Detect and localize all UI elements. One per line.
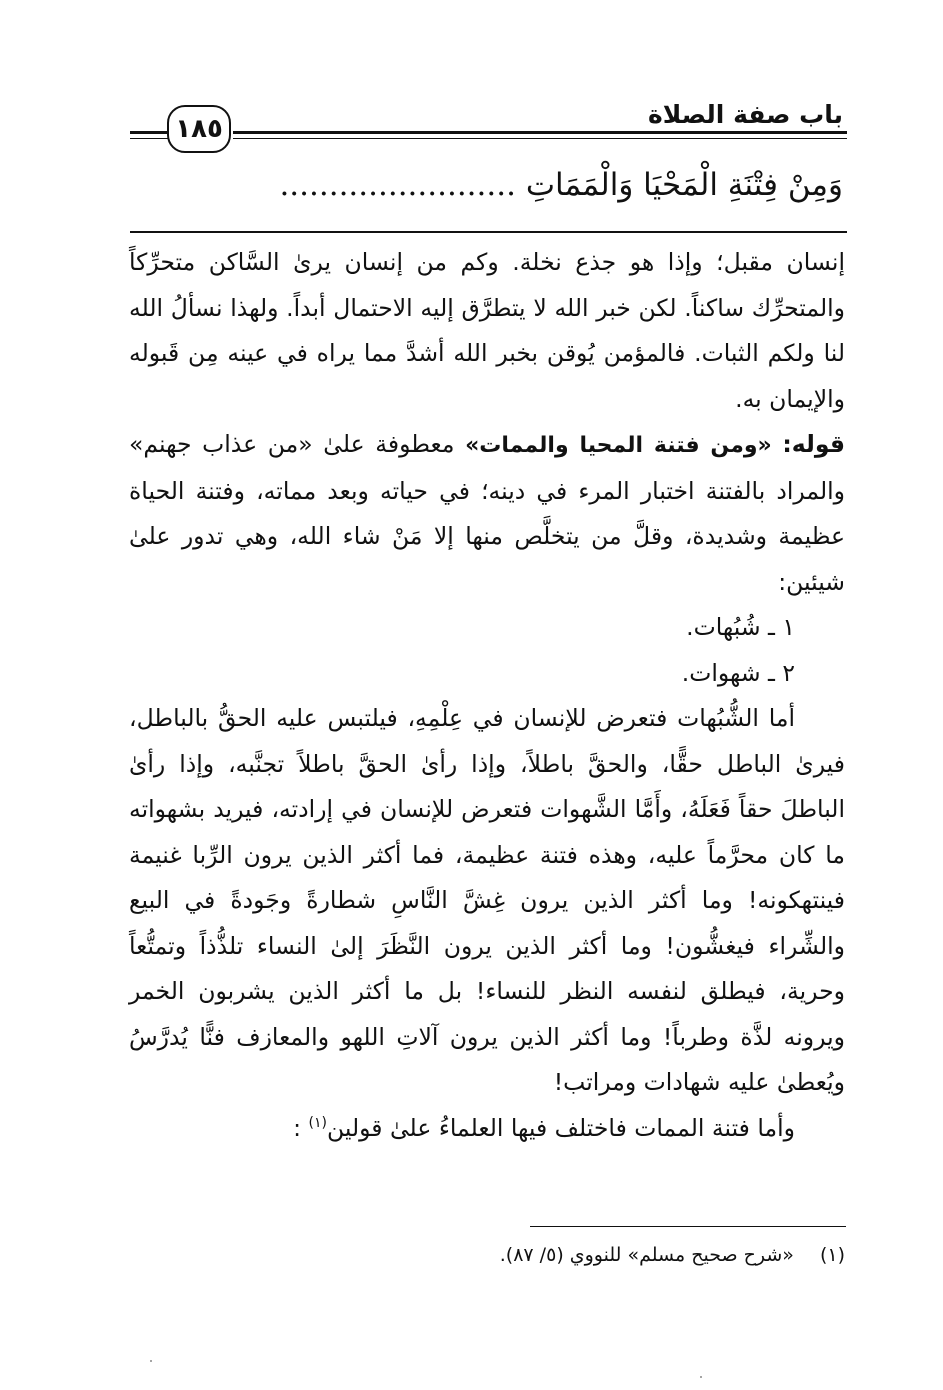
paragraph-4-text: وأما فتنة الممات فاختلف فيها العلماءُ علىٰ قولين xyxy=(326,1113,795,1142)
footnote-divider xyxy=(530,1226,846,1227)
quoted-phrase: «ومن فتنة المحيا والممات» xyxy=(465,433,772,458)
header-rule-thin-left xyxy=(130,138,168,139)
scan-speck xyxy=(150,1360,152,1362)
hadith-excerpt-text: وَمِنْ فِتْنَةِ الْمَحْيَا وَالْمَمَاتِ xyxy=(525,167,843,203)
footnote-number: (١) xyxy=(819,1244,845,1266)
paragraph-2-text: معطوفة علىٰ «من عذاب جهنم» والمراد بالفتنة اختبار المرء في دينه؛ في حياته وبعد مماته، وفتنة الحياة عظيمة وشديدة، وقلَّ من يتخلَّص منها إلا مَنْ شاء الله، وهي تدور علىٰ شيئين: xyxy=(129,430,845,596)
hadith-excerpt-dots: ........................ xyxy=(279,167,516,203)
hadith-excerpt xyxy=(123,160,843,210)
footnote-text: «شرح صحيح مسلم» للنووي (٥/ ٨٧). xyxy=(499,1244,794,1266)
paragraph-2 xyxy=(129,422,845,605)
commentary-keyword: قوله: xyxy=(782,430,845,458)
list-item-1: ١ ـ شُبُهات. xyxy=(686,613,795,641)
footnote xyxy=(129,1240,845,1270)
scan-speck xyxy=(700,1376,702,1378)
excerpt-divider xyxy=(130,231,847,233)
list-item-2: ٢ ـ شهوات. xyxy=(681,658,795,687)
header-rule-thick-right xyxy=(233,131,847,134)
header-rule-thick-left xyxy=(130,131,168,134)
body-text xyxy=(129,240,845,1151)
page-number: ١٨٥ xyxy=(167,105,231,153)
running-title: باب صفة الصلاة xyxy=(648,100,843,129)
paragraph-3: أما الشُّبُهات فتعرض للإنسان في عِلْمِهِ، فيلتبس عليه الحقُّ بالباطل، فيرىٰ الباطل حقًّا، والحقَّ باطلاً، وإذا رأىٰ الحقَّ باطلاً تجنَّبه، وإذا رأىٰ الباطلَ حقاً فَعَلَهُ، وأَمَّا الشَّهوات فتعرض للإنسان في إرادته، فيريد بشهواته ما كان محرَّماً عليه، وهذه فتنة عظيمة، فما أكثر الذين يرون الرِّبا غنيمة فينتهكونه! وما أكثر الذين يرون غِشَّ النَّاسِ شطارةً وجَودةً في البيع والشِّراء فيغشُّون! وما أكثر الذين يرون النَّظَرَ إلىٰ النساء تلذُّذاً وتمتُّعاً وحرية، فيطلق لنفسه النظر للنساء! بل ما أكثر الذين يشربون الخمر ويرونه لذَّة وطرباً! وما أكثر الذين يرون آلاتِ اللهو والمعازف فنًّا يُدرَّسُ ويُعطىٰ عليه شهادات ومراتب! xyxy=(129,704,845,1096)
header-rule-thin-right xyxy=(233,138,847,139)
footnote-reference: (١) xyxy=(308,1114,327,1131)
paragraph-4 xyxy=(129,1106,845,1152)
paragraph-1: إنسان مقبل؛ وإذا هو جذع نخلة. وكم من إنسان يرىٰ السَّاكن متحرِّكاً والمتحرِّك ساكناً. لكن خبر الله لا يتطرَّق إليه الاحتمال أبداً. ولهذا نسألُ الله لنا ولكم الثبات. فالمؤمن يُوقن بخبر الله أشدَّ مما يراه في عينه مِن قَبوله والإيمان به. xyxy=(129,248,845,413)
paragraph-4-end: : xyxy=(293,1113,302,1142)
